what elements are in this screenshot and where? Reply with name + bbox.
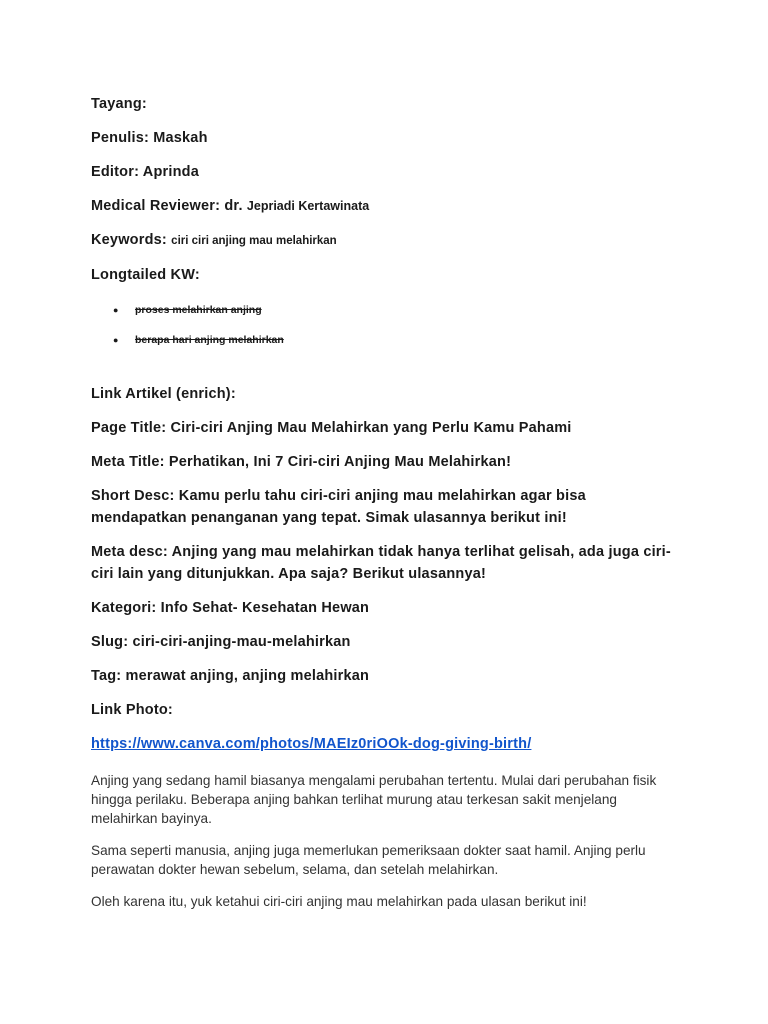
short-desc-line: Short Desc: Kamu perlu tahu ciri-ciri anjing mau melahirkan agar bisa: [91, 488, 586, 504]
bullet-icon: ●: [113, 335, 119, 345]
paragraph-line: hingga perilaku. Beberapa anjing bahkan terlihat murung atau terkesan sakit menjelang: [91, 792, 617, 807]
paragraph-line: perawatan dokter hewan sebelum, selama, dan setelah melahirkan.: [91, 862, 499, 877]
slug-field: Slug: ciri-ciri-anjing-mau-melahirkan: [91, 634, 351, 650]
longtailed-item: proses melahirkan anjing: [135, 304, 262, 316]
meta-desc-line: Meta desc: Anjing yang mau melahirkan tidak hanya terlihat gelisah, ada juga ciri-: [91, 544, 671, 560]
list-item: [91, 332, 681, 362]
editor-field: Editor: Aprinda: [91, 164, 199, 180]
bullet-icon: ●: [113, 305, 119, 315]
short-desc-field: [91, 485, 681, 529]
short-desc-line: mendapatkan penanganan yang tepat. Simak ulasannya berikut ini!: [91, 510, 567, 526]
meta-desc-field: [91, 541, 681, 585]
photo-url-line: [91, 733, 681, 755]
meta-title-field: Meta Title: Perhatikan, Ini 7 Ciri-ciri Anjing Mau Melahirkan!: [91, 454, 512, 470]
penulis-field: Penulis: Maskah: [91, 130, 208, 146]
keywords-value: ciri ciri anjing mau melahirkan: [171, 235, 337, 247]
reviewer-label: Medical Reviewer: dr.: [91, 198, 247, 214]
paragraph-line: Sama seperti manusia, anjing juga memerlukan pemeriksaan dokter saat hamil. Anjing perlu: [91, 843, 646, 858]
meta-desc-line: ciri lain yang ditunjukkan. Apa saja? Berikut ulasannya!: [91, 566, 487, 582]
paragraph-3: Oleh karena itu, yuk ketahui ciri-ciri anjing mau melahirkan pada ulasan berikut ini!: [91, 894, 587, 909]
longtailed-item: berapa hari anjing melahirkan: [135, 334, 284, 346]
keywords-field: [91, 229, 681, 252]
photo-url-link[interactable]: https://www.canva.com/photos/MAEIz0riOOk-dog-giving-birth/: [91, 736, 532, 752]
longtailed-list: [91, 302, 681, 362]
link-photo-label: Link Photo:: [91, 702, 173, 718]
paragraph-line: melahirkan bayinya.: [91, 811, 212, 826]
document-page: [91, 93, 681, 911]
reviewer-name: Jepriadi Kertawinata: [246, 199, 370, 213]
paragraph-2: [91, 841, 681, 879]
longtailed-label: Longtailed KW:: [91, 267, 200, 283]
paragraph-1: [91, 771, 681, 828]
medical-reviewer-field: [91, 195, 681, 217]
list-item: [91, 302, 681, 332]
tag-field: Tag: merawat anjing, anjing melahirkan: [91, 668, 370, 684]
page-title-field: Page Title: Ciri-ciri Anjing Mau Melahirkan yang Perlu Kamu Pahami: [91, 420, 572, 436]
tayang-field: Tayang:: [91, 96, 147, 112]
link-artikel-label: Link Artikel (enrich):: [91, 386, 236, 402]
kategori-field: Kategori: Info Sehat- Kesehatan Hewan: [91, 600, 370, 616]
paragraph-line: Anjing yang sedang hamil biasanya mengalami perubahan tertentu. Mulai dari perubahan fisik: [91, 773, 657, 788]
keywords-label: Keywords:: [91, 232, 172, 248]
